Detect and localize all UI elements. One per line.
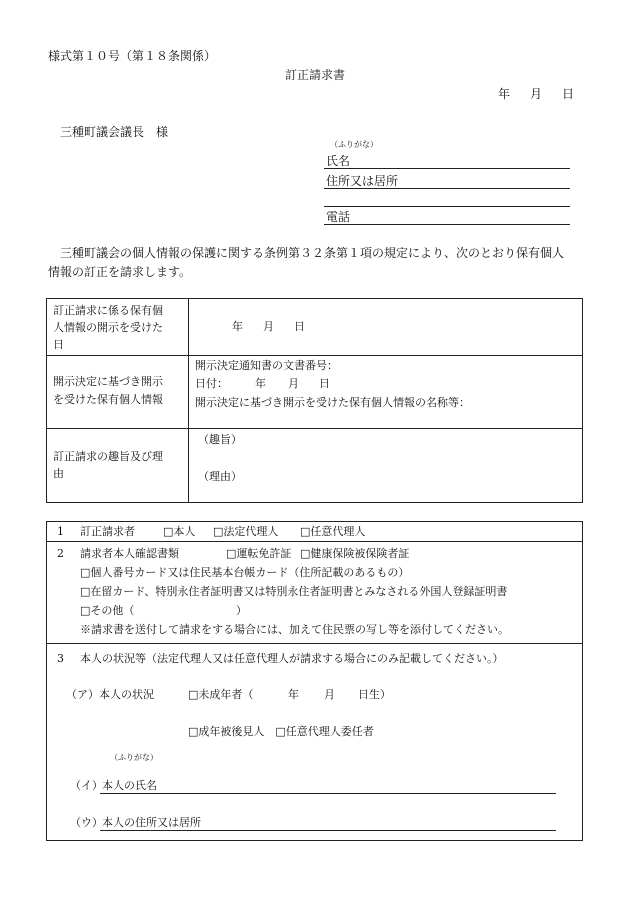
requester-furigana-label: （ふりがな） [330, 140, 378, 149]
table2-row-divider-1 [46, 541, 583, 542]
row1-month-label: 月 [263, 320, 274, 333]
checkbox-minor[interactable]: □未成年者（ [188, 688, 254, 701]
row2-label-line2: を受けた保有個人情報 [53, 393, 163, 406]
sec1-label: 訂正請求者 [80, 525, 135, 538]
table1-column-divider [188, 298, 189, 503]
checkbox-voluntary-agent[interactable]: □任意代理人 [300, 525, 366, 538]
row1-day-label: 日 [294, 320, 305, 333]
checkbox-my-number-card[interactable]: □個人番号カード又は住民基本台帳カード（住所記載のあるもの） [80, 566, 410, 579]
intro-line1: 三種町議会の個人情報の保護に関する条例第３２条第１項の規定により、次のとおり保有個人 [60, 246, 565, 260]
table1-row-divider-2 [46, 428, 583, 429]
principal-address-field[interactable] [100, 830, 556, 831]
checkbox-guardian-and-principal[interactable]: □成年被後見人 □任意代理人委任者 [188, 725, 374, 738]
date-year-label: 年 [498, 87, 511, 101]
row1-label-line1: 訂正請求に係る保有個 [53, 304, 163, 317]
minor-birth-day-label: 日生） [358, 688, 391, 701]
requester-phone-field[interactable] [324, 224, 570, 225]
row2-doc-number: 開示決定通知書の文書番号： [195, 359, 338, 372]
row2-day-label: 日 [319, 377, 330, 390]
row1-label-line3: 日 [53, 338, 64, 351]
intro-line2: 情報の訂正を請求します。 [48, 265, 192, 279]
checkbox-self[interactable]: □本人 [163, 525, 196, 538]
row2-date-label: 日付： [195, 377, 228, 390]
principal-address-label: 本人の住所又は居所 [102, 816, 201, 829]
principal-address-prefix: （ウ） [70, 816, 103, 829]
checkbox-health-insurance[interactable]: □健康保険被保険者証 [300, 547, 410, 560]
checkbox-other[interactable]: □その他（ [80, 604, 135, 617]
row1-label-line2: 人情報の開示を受けた [53, 321, 163, 334]
date-day-label: 日 [562, 87, 575, 101]
checkbox-legal-agent[interactable]: □法定代理人 [213, 525, 279, 538]
checkbox-drivers-license[interactable]: □運転免許証 [226, 547, 292, 560]
sec2-number: 2 [57, 547, 64, 560]
sec1-number: 1 [57, 525, 64, 538]
requester-address-label: 住所又は居所 [326, 174, 399, 188]
sec3-number: 3 [57, 652, 64, 665]
requester-phone-label: 電話 [326, 210, 351, 224]
row1-year-label: 年 [232, 320, 243, 333]
requester-name-field[interactable] [324, 168, 570, 169]
row3-purpose-label: （趣旨） [198, 433, 242, 446]
sec2-label: 請求者本人確認書類 [80, 547, 179, 560]
row2-month-label: 月 [288, 377, 299, 390]
requester-name-label: 氏名 [326, 154, 351, 168]
principal-furigana-label: （ふりがな） [110, 753, 158, 762]
checkbox-residence-card[interactable]: □在留カード、特別永住者証明書又は特別永住者証明書とみなされる外国人登録証明書 [80, 585, 508, 598]
requester-address-field-line2[interactable] [324, 206, 570, 207]
status-label: （ア）本人の状況 [66, 688, 154, 701]
table2-row-divider-2 [46, 643, 583, 644]
other-close-paren: ） [236, 604, 247, 617]
mail-note: ※請求書を送付して請求をする場合には、加えて住民票の写し等を添付してください。 [80, 623, 509, 636]
row2-label-line1: 開示決定に基づき開示 [53, 375, 163, 388]
document-title: 訂正請求書 [285, 68, 346, 82]
addressee: 三種町議会議長 様 [60, 125, 169, 139]
minor-birth-year-label: 年 [288, 688, 299, 701]
requester-address-field[interactable] [324, 188, 570, 189]
row3-label-line2: 由 [53, 467, 64, 480]
minor-birth-month-label: 月 [324, 688, 335, 701]
row3-reason-label: （理由） [198, 470, 242, 483]
row2-year-label: 年 [255, 377, 266, 390]
row3-label-line1: 訂正請求の趣旨及び理 [53, 450, 163, 463]
date-month-label: 月 [530, 87, 543, 101]
principal-name-label: 本人の氏名 [102, 779, 157, 792]
table1-row-divider-1 [46, 355, 583, 356]
principal-name-prefix: （イ） [70, 779, 103, 792]
row2-info-name: 開示決定に基づき開示を受けた保有個人情報の名称等： [195, 396, 470, 409]
sec3-title: 本人の状況等（法定代理人又は任意代理人が請求する場合にのみ記載してください。） [80, 652, 504, 665]
principal-name-field[interactable] [100, 793, 556, 794]
form-number: 様式第１０号（第１８条関係） [48, 49, 217, 63]
